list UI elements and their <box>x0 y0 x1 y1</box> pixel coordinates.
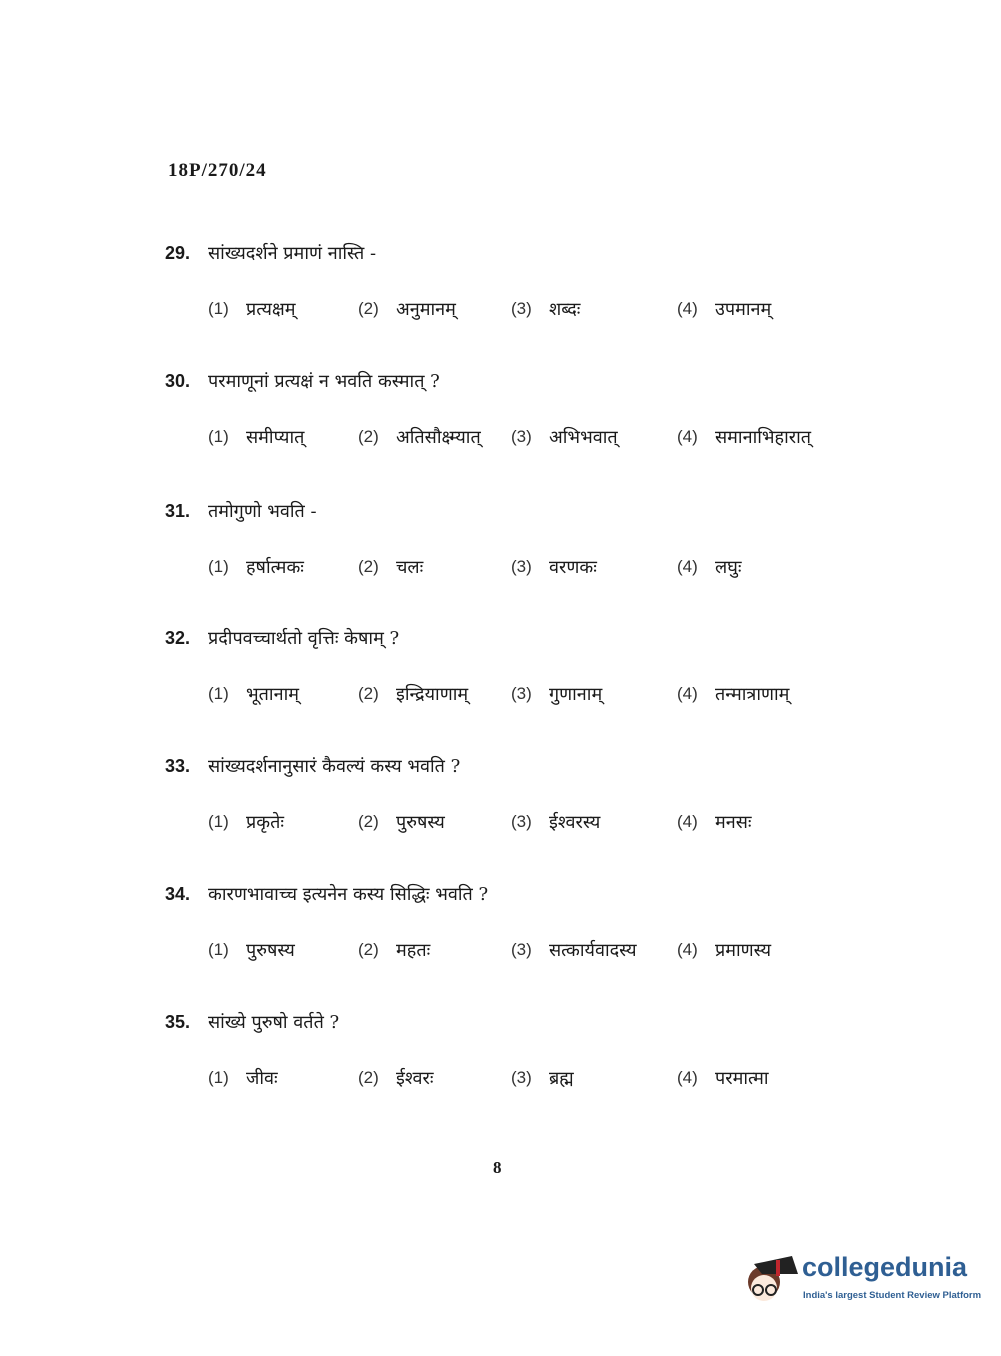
option-4 <box>677 935 771 965</box>
option-4 <box>677 1063 769 1093</box>
option-2 <box>358 294 456 324</box>
options <box>165 935 865 965</box>
option-number: (1) <box>208 299 229 318</box>
option-1 <box>208 807 284 837</box>
option-1 <box>208 552 304 582</box>
option-number: (1) <box>208 940 229 959</box>
collegedunia-logo <box>742 1250 982 1310</box>
option-number: (4) <box>677 557 698 576</box>
option-text: ईश्वरः <box>396 1068 434 1089</box>
option-3 <box>511 1063 574 1093</box>
option-3 <box>511 807 600 837</box>
option-number: (1) <box>208 557 229 576</box>
option-text: जीवः <box>246 1068 278 1089</box>
question-text: कारणभावाच्च इत्यनेन कस्य सिद्धिः भवति ? <box>208 884 489 905</box>
question-number: 33. <box>165 755 191 776</box>
option-text: लघुः <box>715 557 742 578</box>
option-number: (4) <box>677 299 698 318</box>
option-1 <box>208 294 296 324</box>
option-number: (4) <box>677 940 698 959</box>
option-text: तन्मात्राणाम् <box>715 684 790 705</box>
option-3 <box>511 552 597 582</box>
option-text: हर्षात्मकः <box>246 557 304 578</box>
option-text: प्रकृतेः <box>246 812 284 833</box>
option-number: (2) <box>358 557 379 576</box>
question-number: 31. <box>165 500 191 521</box>
option-text: चलः <box>396 557 424 578</box>
option-text: शब्दः <box>549 299 581 320</box>
question-text: तमोगुणो भवति - <box>208 501 317 522</box>
question <box>165 751 865 837</box>
question <box>165 623 865 709</box>
option-number: (1) <box>208 684 229 703</box>
option-text: अभिभवात् <box>549 427 618 448</box>
options <box>165 1063 865 1093</box>
option-text: गुणानाम् <box>549 684 603 705</box>
option-number: (2) <box>358 940 379 959</box>
option-text: ईश्वरस्य <box>549 812 601 833</box>
option-number: (3) <box>511 684 532 703</box>
option-number: (3) <box>511 299 532 318</box>
option-4 <box>677 422 811 452</box>
question <box>165 879 865 965</box>
question <box>165 238 865 324</box>
question <box>165 366 865 452</box>
option-number: (2) <box>358 1068 379 1087</box>
option-3 <box>511 422 618 452</box>
option-1 <box>208 679 299 709</box>
option-text: महतः <box>396 940 431 961</box>
page-number: 8 <box>493 1158 502 1177</box>
question-text: सांख्यदर्शनानुसारं कैवल्यं कस्य भवति ? <box>208 756 461 777</box>
question-number: 32. <box>165 627 191 648</box>
option-number: (4) <box>677 427 698 446</box>
paper-code: 18P/270/24 <box>168 160 267 181</box>
option-text: समानाभिहारात् <box>715 427 812 448</box>
options <box>165 807 865 837</box>
option-3 <box>511 294 580 324</box>
option-text: मनसः <box>715 812 752 833</box>
options <box>165 679 865 709</box>
option-text: समीप्यात् <box>246 427 305 448</box>
option-number: (4) <box>677 684 698 703</box>
option-number: (4) <box>677 812 698 831</box>
question-text: परमाणूनां प्रत्यक्षं न भवति कस्मात् ? <box>208 371 440 392</box>
question <box>165 1007 865 1093</box>
option-1 <box>208 935 295 965</box>
option-number: (3) <box>511 1068 532 1087</box>
logo-tagline: India's largest Student Review Platform <box>803 1290 982 1301</box>
option-2 <box>358 1063 434 1093</box>
option-2 <box>358 552 423 582</box>
option-number: (3) <box>511 940 532 959</box>
options <box>165 294 865 324</box>
option-text: भूतानाम् <box>246 684 299 705</box>
option-number: (2) <box>358 427 379 446</box>
question-text: सांख्यदर्शने प्रमाणं नास्ति - <box>208 243 377 264</box>
logo-brand: collegedunia <box>802 1252 968 1282</box>
option-number: (2) <box>358 299 379 318</box>
option-text: अनुमानम् <box>396 299 456 320</box>
question-text: सांख्ये पुरुषो वर्तते ? <box>208 1012 340 1033</box>
option-number: (1) <box>208 427 229 446</box>
option-text: परमात्मा <box>715 1068 769 1089</box>
option-number: (3) <box>511 427 532 446</box>
option-number: (3) <box>511 812 532 831</box>
option-2 <box>358 422 481 452</box>
option-3 <box>511 935 637 965</box>
option-4 <box>677 552 741 582</box>
option-1 <box>208 1063 278 1093</box>
option-text: पुरुषस्य <box>246 940 295 961</box>
option-4 <box>677 679 789 709</box>
option-text: इन्द्रियाणाम् <box>396 684 469 705</box>
option-2 <box>358 679 468 709</box>
question-number: 35. <box>165 1011 191 1032</box>
options <box>165 552 865 582</box>
question-text: प्रदीपवच्चार्थतो वृत्तिः केषाम् ? <box>208 628 400 649</box>
option-1 <box>208 422 304 452</box>
option-text: पुरुषस्य <box>396 812 445 833</box>
question-number: 30. <box>165 370 191 391</box>
option-text: ब्रह्म <box>549 1068 574 1089</box>
option-number: (2) <box>358 684 379 703</box>
question-number: 29. <box>165 242 191 263</box>
option-text: प्रत्यक्षम् <box>246 299 296 320</box>
question <box>165 496 865 582</box>
option-number: (3) <box>511 557 532 576</box>
option-text: वरणकः <box>549 557 597 578</box>
option-4 <box>677 807 752 837</box>
option-2 <box>358 807 445 837</box>
option-4 <box>677 294 771 324</box>
option-text: अतिसौक्ष्म्यात् <box>396 427 481 448</box>
option-text: सत्कार्यवादस्य <box>549 940 637 961</box>
option-number: (1) <box>208 1068 229 1087</box>
question-number: 34. <box>165 883 191 904</box>
option-2 <box>358 935 430 965</box>
option-text: प्रमाणस्य <box>715 940 772 961</box>
option-text: उपमानम् <box>715 299 772 320</box>
mascot-icon <box>742 1250 800 1310</box>
option-number: (4) <box>677 1068 698 1087</box>
option-number: (2) <box>358 812 379 831</box>
option-number: (1) <box>208 812 229 831</box>
options <box>165 422 865 452</box>
option-3 <box>511 679 602 709</box>
